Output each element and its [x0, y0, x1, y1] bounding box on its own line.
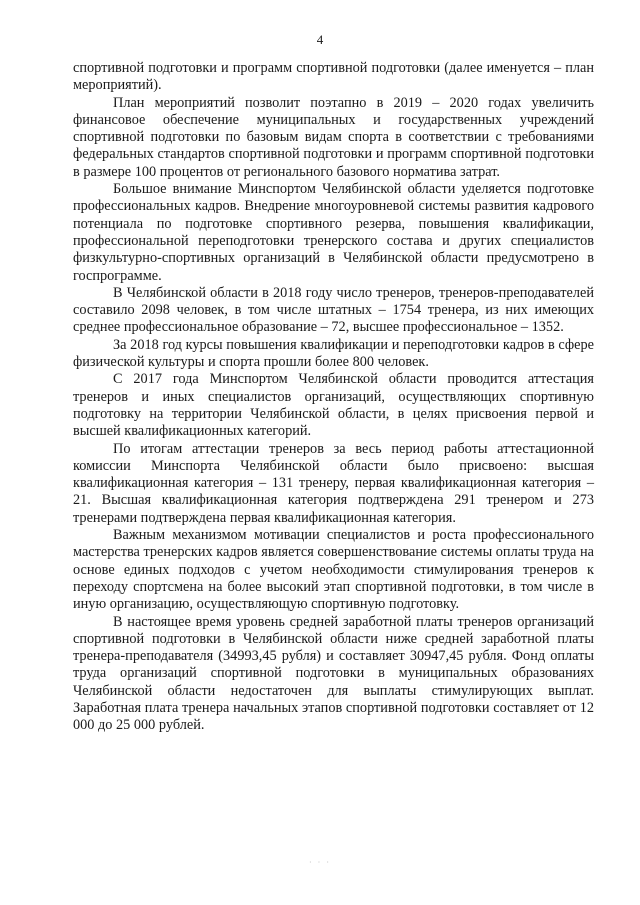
paragraph-5: За 2018 год курсы повышения квалификации и переподготовки кадров в сфере физической культуры и спорта прошли более 800 человек. [73, 336, 594, 371]
paragraph-9: В настоящее время уровень средней заработной платы тренеров организаций спортивной подготовки в Челябинской области ниже средней заработной платы тренера-преподавателя (34993,45 рубля) и составляет 30947,45 рубля. Фонд оплаты труда организаций спортивной подготовки в муниципальных образованиях Челябинской области недостаточен для выплаты стимулирующих выплат. Заработная плата тренера начальных этапов спортивной подготовки составляет от 12 000 до 25 000 рублей. [73, 613, 594, 734]
paragraph-6: С 2017 года Минспортом Челябинской области проводится аттестация тренеров и иных специалистов организаций, осуществляющих спортивную подготовку на территории Челябинской области, в целях присвоения первой и высшей квалификационных категорий. [73, 371, 594, 440]
paragraph-3: Большое внимание Минспортом Челябинской области уделяется подготовке профессиональных кадров. Внедрение многоуровневой системы развития кадрового потенциала по подготовке спортивного резерва, повышения квалификации, профессиональной переподготовки тренерского состава и других специалистов физкультурно-спортивных организаций в Челябинской области предусмотрено в госпрограмме. [73, 181, 594, 284]
paragraph-2: План мероприятий позволит поэтапно в 2019 – 2020 годах увеличить финансовое обеспечение муниципальных и государственных учреждений спортивной подготовки по базовым видам спорта в соответствии с требованиями федеральных стандартов спортивной подготовки и программ спортивной подготовки в размере 100 процентов от регионального базового норматива затрат. [73, 94, 594, 180]
page-number: 4 [316, 32, 324, 47]
document-body [73, 60, 594, 735]
paragraph-8: Важным механизмом мотивации специалистов и роста профессионального мастерства тренерских кадров является совершенствование системы оплаты труда на основе единых подходов с учетом необходимости стимулирования тренеров к переходу спортсмена на более высокий этап спортивной подготовки, в том числе в иную организацию, осуществляющую спортивную подготовку. [73, 527, 594, 613]
paragraph-7: По итогам аттестации тренеров за весь период работы аттестационной комиссии Минспорта Челябинской области было присвоено: высшая квалификационная категория – 131 тренеру, первая квалификационная категория – 21. Высшая квалификационная категория подтверждена 291 тренером и 273 тренерами подтверждена первая квалификационная категория. [73, 440, 594, 526]
scan-artifact-dots: · · · [309, 858, 331, 867]
paragraph-4: В Челябинской области в 2018 году число тренеров, тренеров-преподавателей составило 2098 человек, в том числе штатных – 1754 тренера, из них имеющих среднее профессиональное образование – 72, высшее профессиональное – 1352. [73, 284, 594, 336]
paragraph-1: спортивной подготовки и программ спортивной подготовки (далее именуется – план мероприятий). [73, 60, 594, 94]
